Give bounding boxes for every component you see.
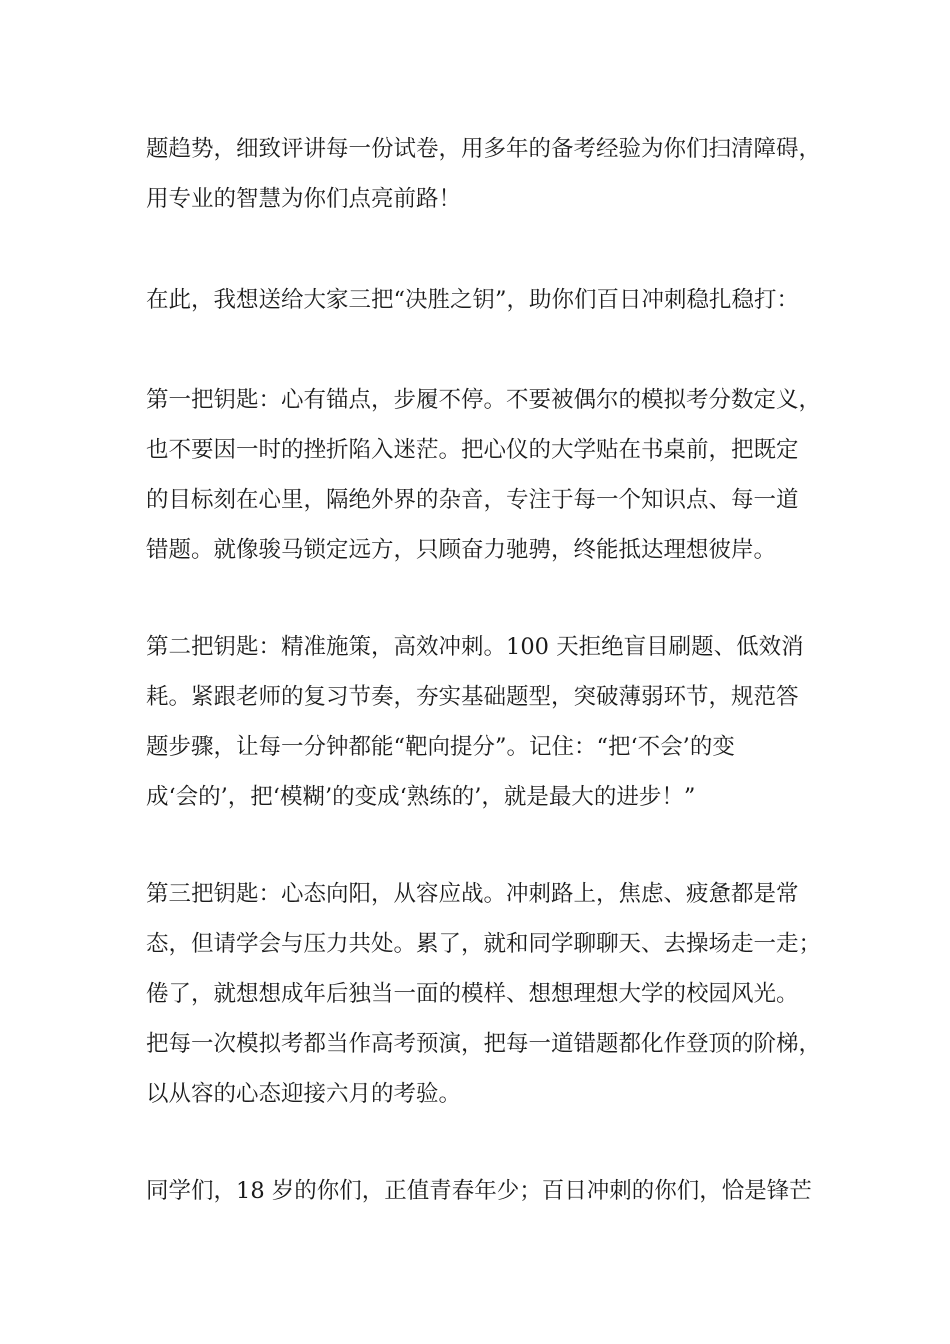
text-line: 用专业的智慧为你们点亮前路！: [146, 186, 462, 212]
paragraph-third-key: [146, 869, 836, 1119]
text-line: 态，但请学会与压力共处。累了，就和同学聊聊天、去操场走一走；: [146, 931, 822, 957]
text-line: 在此，我想送给大家三把“决胜之钥”，助你们百日冲刺稳扎稳打：: [146, 287, 800, 313]
paragraph-first-key: [146, 375, 836, 575]
text-line: 错题。就像骏马锁定远方，只顾奋力驰骋，终能抵达理想彼岸。: [146, 537, 777, 563]
text-line: 以从容的心态迎接六月的考验。: [146, 1081, 462, 1107]
text-line: 把每一次模拟考都当作高考预演，把每一道错题都化作登顶的阶梯，: [146, 1031, 822, 1057]
paragraph-three-keys-intro: [146, 275, 836, 325]
text-line: 第三把钥匙：心态向阳，从容应战。冲刺路上，焦虑、疲惫都是常: [146, 881, 799, 907]
text-line: 同学们，18 岁的你们，正值青春年少；百日冲刺的你们，恰是锋芒: [146, 1178, 812, 1204]
text-line: 题步骤，让每一分钟都能“靶向提分”。记住：“把‘不会’的变: [146, 734, 735, 760]
text-line: 倦了，就想想成年后独当一面的模样、想想理想大学的校园风光。: [146, 981, 799, 1007]
paragraph-closing-address: [146, 1166, 836, 1216]
text-line: 题趋势，细致评讲每一份试卷，用多年的备考经验为你们扫清障碍，: [146, 136, 822, 162]
text-line: 耗。紧跟老师的复习节奏，夯实基础题型，突破薄弱环节，规范答: [146, 684, 799, 710]
text-line: 成‘会的’，把‘模糊’的变成‘熟练的’，就是最大的进步！”: [146, 784, 696, 810]
text-line: 的目标刻在心里，隔绝外界的杂音，专注于每一个知识点、每一道: [146, 487, 799, 513]
text-line: 也不要因一时的挫折陷入迷茫。把心仪的大学贴在书桌前，把既定: [146, 437, 799, 463]
text-line: 第一把钥匙：心有锚点，步履不停。不要被偶尔的模拟考分数定义，: [146, 387, 822, 413]
text-line: 第二把钥匙：精准施策，高效冲刺。100 天拒绝盲目刷题、低效消: [146, 634, 804, 660]
paragraph-review-guidance: [146, 124, 836, 224]
paragraph-second-key: [146, 622, 836, 822]
